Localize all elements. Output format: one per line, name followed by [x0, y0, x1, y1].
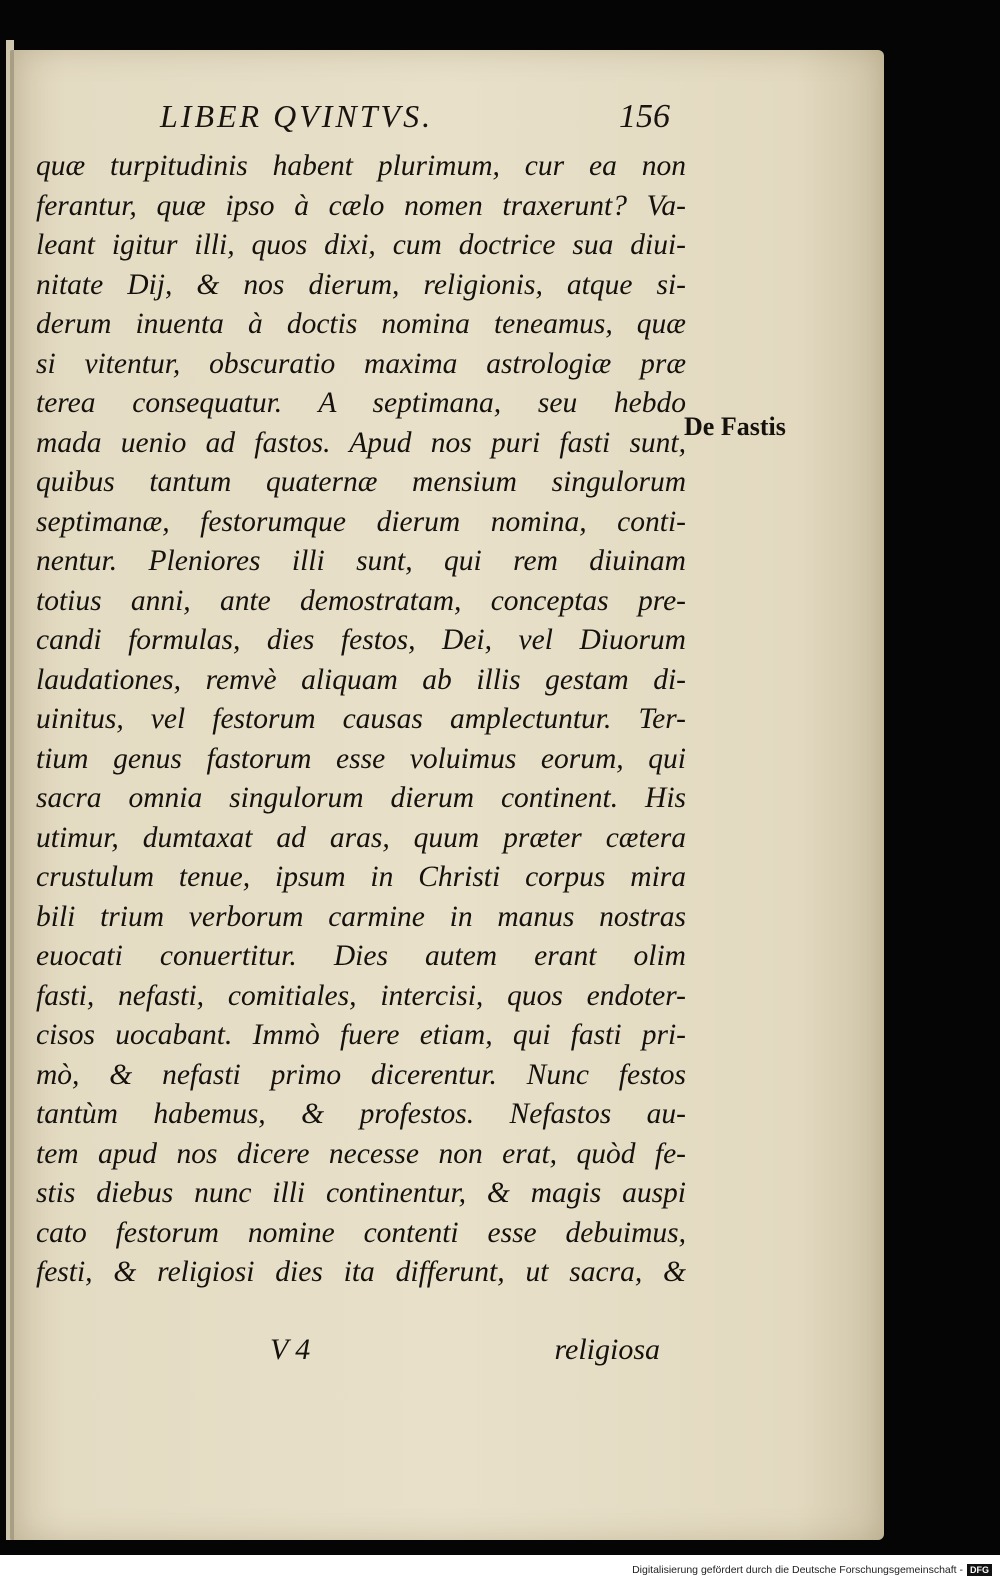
text-line: candi formulas, dies festos, Dei, vel Diuorum — [36, 624, 686, 656]
text-line: nitate Dij, & nos dierum, religionis, atque si- — [36, 268, 686, 301]
catchword: religiosa — [554, 1333, 660, 1366]
signature-mark: V 4 — [270, 1333, 311, 1366]
body-text — [36, 147, 686, 1293]
text-line: ferantur, quæ ipso à cælo nomen traxerunt? Va- — [36, 189, 686, 222]
folio-number: 156 — [619, 98, 670, 135]
text-line: leant igitur illi, quos dixi, cum doctrice sua diui- — [36, 229, 686, 261]
text-line: quæ turpitudinis habent plurimum, cur ea non — [36, 150, 686, 182]
text-line: nentur. Pleniores illi sunt, qui rem diuinam — [36, 545, 686, 577]
text-line: septimanæ, festorumque dierum nomina, conti- — [36, 505, 686, 538]
running-title: LIBER QVINTVS. — [160, 98, 434, 134]
text-line: cisos uocabant. Immò fuere etiam, qui fasti pri- — [36, 1019, 686, 1051]
text-line: uinitus, vel festorum causas amplectuntur. Ter- — [36, 703, 686, 735]
text-line: utimur, dumtaxat ad aras, quum præter cætera — [36, 821, 686, 854]
text-line: si vitentur, obscuratio maxima astrologiæ præ — [36, 347, 686, 380]
text-line: bili trium verborum carmine in manus nostras — [36, 900, 686, 933]
text-line: derum inuenta à doctis nomina teneamus, quæ — [36, 308, 686, 340]
marginal-note: De Fastis — [684, 412, 786, 441]
digitization-credit — [632, 1561, 992, 1579]
credit-text: Digitalisierung gefördert durch die Deutsche Forschungsgemeinschaft - — [632, 1564, 963, 1576]
text-line: fasti, nefasti, comitiales, intercisi, quos endoter- — [36, 979, 686, 1012]
text-line: tium genus fastorum esse voluimus eorum, qui — [36, 742, 686, 775]
text-line: mada uenio ad fastos. Apud nos puri fasti sunt, — [36, 426, 686, 459]
page-footer — [270, 1333, 690, 1377]
text-line: crustulum tenue, ipsum in Christi corpus mira — [36, 861, 686, 893]
text-line: laudationes, remvè aliquam ab illis gestam di- — [36, 663, 686, 696]
text-line: terea consequatur. A septimana, seu hebdo — [36, 387, 686, 419]
text-line: sacra omnia singulorum dierum continent. His — [36, 782, 686, 814]
running-head — [160, 98, 680, 144]
dfg-logo-icon: DFG — [967, 1564, 992, 1576]
text-line: cato festorum nomine contenti esse debuimus, — [36, 1216, 686, 1249]
text-line: totius anni, ante demostratam, conceptas pre- — [36, 584, 686, 617]
text-line: euocati conuertitur. Dies autem erant olim — [36, 940, 686, 972]
text-line: tantùm habemus, & profestos. Nefastos au- — [36, 1098, 686, 1130]
text-line: stis diebus nunc illi continentur, & magis auspi — [36, 1177, 686, 1209]
text-line: mò, & nefasti primo dicerentur. Nunc festos — [36, 1058, 686, 1091]
text-line: quibus tantum quaternæ mensium singulorum — [36, 466, 686, 498]
text-line: tem apud nos dicere necesse non erat, quòd fe- — [36, 1137, 686, 1170]
text-line: festi, & religiosi dies ita differunt, ut sacra, & — [36, 1256, 686, 1288]
